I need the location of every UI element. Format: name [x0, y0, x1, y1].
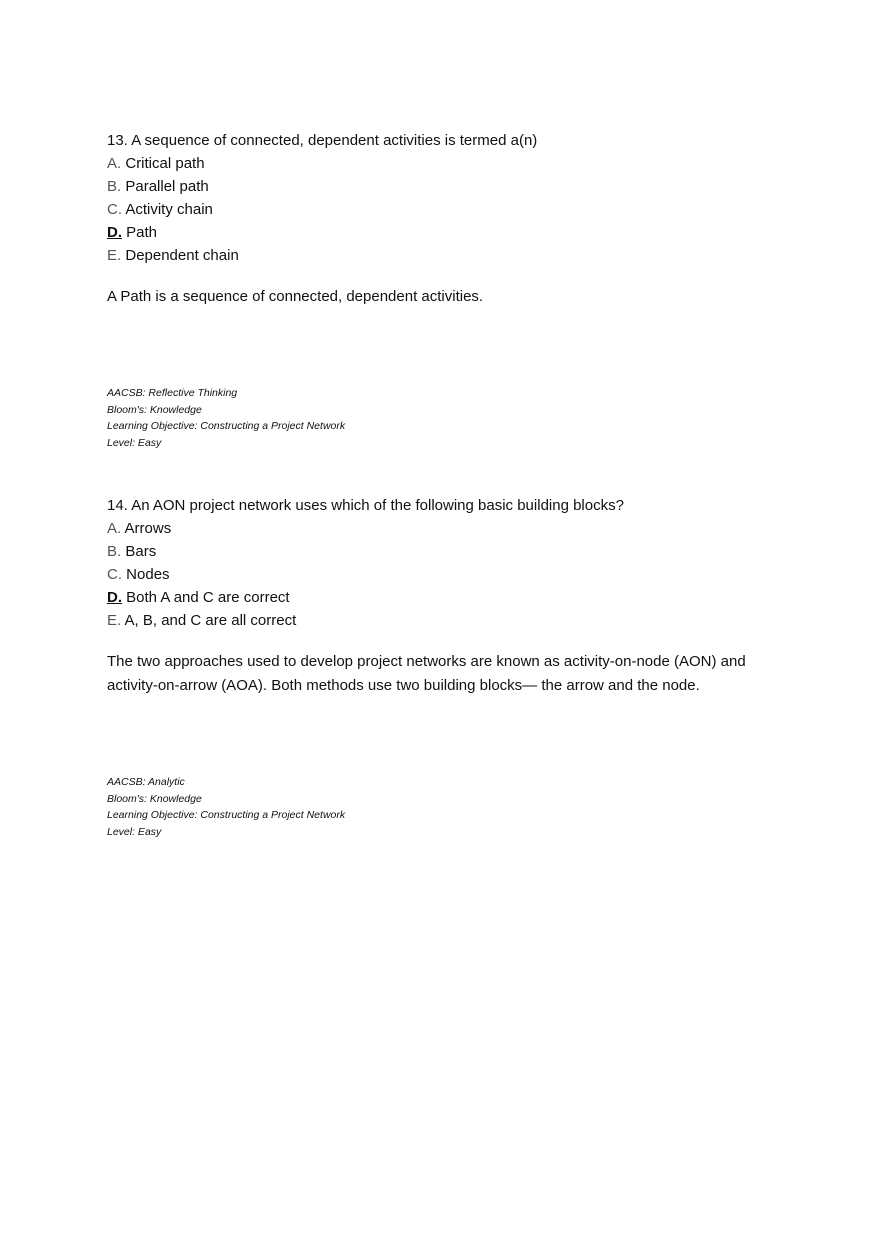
option-letter: C. — [107, 201, 122, 218]
correct-option-letter: D. — [107, 224, 122, 241]
learning-objective-tag: Learning Objective: Constructing a Project Network — [107, 809, 346, 821]
option-a — [107, 154, 787, 177]
option-text: Both A and C are correct — [126, 589, 290, 606]
option-a — [107, 519, 787, 542]
aacsb-tag: AACSB: Reflective Thinking — [107, 387, 238, 399]
aacsb-tag: AACSB: Analytic — [107, 776, 185, 788]
option-d-correct — [107, 588, 787, 611]
option-letter: E. — [107, 247, 122, 264]
option-c — [107, 200, 787, 223]
level-tag: Level: Easy — [107, 825, 162, 838]
blooms-tag: Bloom's: Knowledge — [107, 403, 202, 416]
option-text: A, B, and C are all correct — [124, 612, 297, 629]
question-stem: 13. A sequence of connected, dependent activities is termed a(n) — [107, 132, 538, 149]
option-text: Arrows — [124, 520, 172, 537]
option-e — [107, 246, 787, 269]
question-metadata — [107, 774, 787, 840]
learning-objective-tag: Learning Objective: Constructing a Project Network — [107, 420, 346, 432]
question-14 — [107, 496, 787, 840]
option-text: Nodes — [126, 566, 170, 583]
option-letter: A. — [107, 155, 122, 172]
option-text: Dependent chain — [125, 247, 239, 264]
option-text: Path — [126, 224, 158, 241]
option-letter: A. — [107, 520, 122, 537]
correct-option-letter: D. — [107, 589, 122, 606]
blooms-tag: Bloom's: Knowledge — [107, 792, 202, 805]
option-letter: E. — [107, 612, 122, 629]
question-13 — [107, 131, 787, 451]
answer-explanation: The two approaches used to develop project networks are known as activity-on-node (AON) and activity-on-arrow (AOA). Both methods use two building blocks— the arrow and the node. — [107, 653, 746, 694]
option-letter: B. — [107, 178, 122, 195]
option-text: Critical path — [125, 155, 205, 172]
option-text: Bars — [125, 543, 157, 560]
option-text: Parallel path — [125, 178, 209, 195]
option-b — [107, 177, 787, 200]
option-d-correct — [107, 223, 787, 246]
option-c — [107, 565, 787, 588]
answer-options — [107, 519, 787, 634]
option-letter: B. — [107, 543, 122, 560]
question-stem: 14. An AON project network uses which of the following basic building blocks? — [107, 497, 624, 514]
option-letter: C. — [107, 566, 122, 583]
level-tag: Level: Easy — [107, 436, 162, 449]
option-text: Activity chain — [125, 201, 213, 218]
answer-explanation: A Path is a sequence of connected, dependent activities. — [107, 288, 484, 305]
answer-options — [107, 154, 787, 269]
option-b — [107, 542, 787, 565]
option-e — [107, 611, 787, 634]
question-metadata — [107, 385, 787, 451]
